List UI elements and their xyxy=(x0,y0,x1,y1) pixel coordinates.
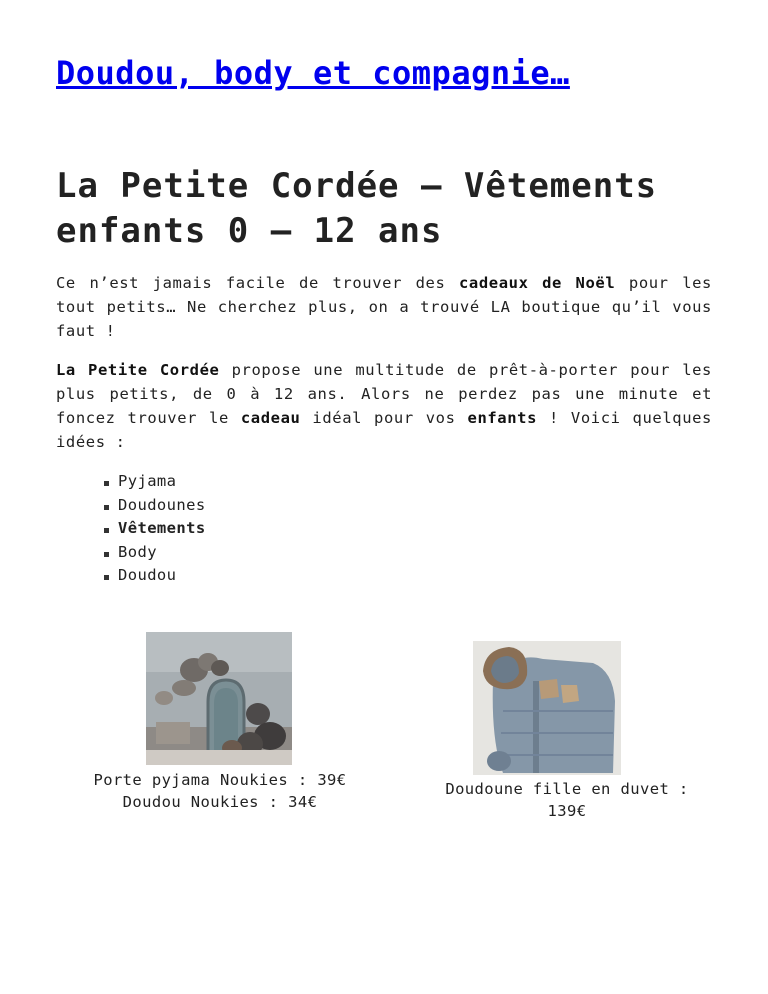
shop-text-gift: cadeau xyxy=(240,409,301,427)
site-title xyxy=(56,54,570,92)
intro-text-a: Ce n’est jamais facile de trouver des xyxy=(56,274,459,292)
list-item: Doudounes xyxy=(102,494,206,518)
list-item: Doudou xyxy=(102,564,206,588)
figure-caption-doudoune: Doudoune fille en duvet : 139€ xyxy=(445,780,689,820)
shop-name: La Petite Cordée xyxy=(56,361,220,379)
list-item: Vêtements xyxy=(102,517,206,541)
caption-line: Doudou Noukies : 34€ xyxy=(122,793,318,811)
ideas-list xyxy=(102,470,206,588)
shop-text-f: ! Voici quelques idées : xyxy=(56,409,712,451)
list-item: Body xyxy=(102,541,206,565)
post-title: La Petite Cordée – Vêtements enfants 0 – 12 ans xyxy=(56,166,658,251)
pyjama-doudou-image xyxy=(146,632,292,765)
intro-text-bold: cadeaux de Noël xyxy=(459,274,616,292)
doudoune-image xyxy=(473,641,621,775)
doudoune-photo xyxy=(473,641,621,775)
intro-text-c: pour les tout petits… Ne cherchez plus, on a trouvé LA boutique qu’il vous faut ! xyxy=(56,274,712,340)
shop-text-children: enfants xyxy=(467,409,538,427)
shop-paragraph xyxy=(56,358,712,454)
pyjama-doudou-photo xyxy=(146,632,292,765)
shop-text-d: idéal pour vos xyxy=(300,409,468,427)
list-item: Pyjama xyxy=(102,470,206,494)
figure-caption-pyjama xyxy=(90,769,350,813)
shop-text-b: propose une multitude de prêt-à-porter pour les plus petits, de 0 à 12 ans. Alors ne perdez pas une minute et foncez trouver le xyxy=(56,361,712,427)
intro-paragraph xyxy=(56,271,712,343)
caption-line: Porte pyjama Noukies : 39€ xyxy=(93,771,347,789)
site-title-link[interactable]: Doudou, body et compagnie… xyxy=(56,54,570,92)
